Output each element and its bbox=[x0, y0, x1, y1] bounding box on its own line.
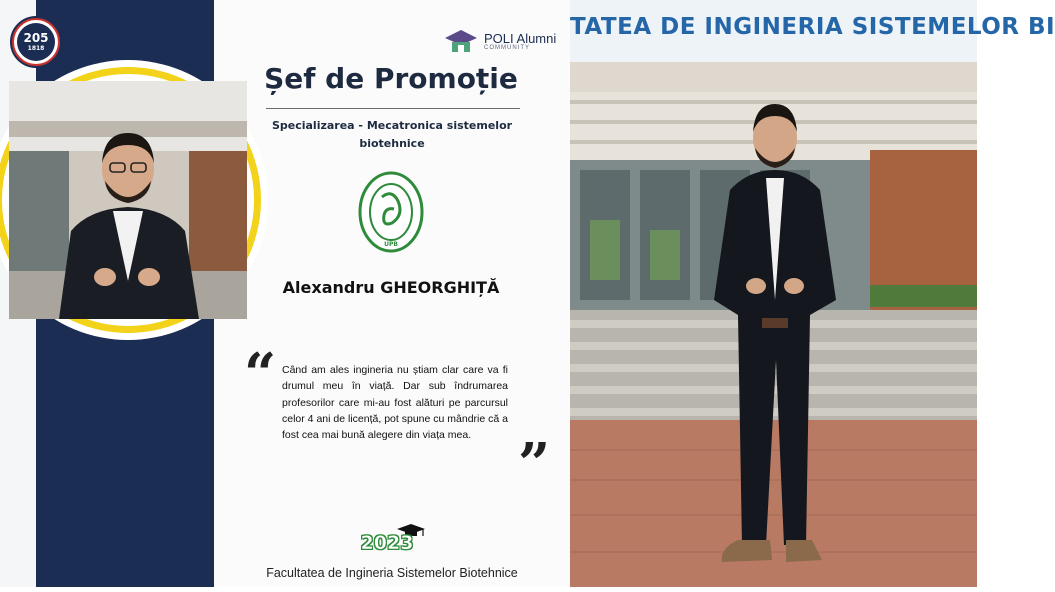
svg-text:UPB: UPB bbox=[384, 241, 398, 248]
poli-alumni-logo bbox=[444, 28, 556, 54]
faculty-name: Facultatea de Ingineria Sistemelor Biotehnice bbox=[266, 566, 518, 580]
graduation-year: 2023 bbox=[360, 532, 414, 554]
title-divider bbox=[266, 108, 520, 109]
graduation-year-badge bbox=[357, 522, 427, 556]
open-quote-icon: “ bbox=[244, 341, 277, 407]
alumni-title: POLI Alumni bbox=[484, 30, 557, 46]
graduate-name: Alexandru GHEORGHIȚĂ bbox=[282, 278, 500, 297]
close-quote-icon: ” bbox=[518, 431, 551, 497]
graduation-house-icon bbox=[444, 28, 478, 54]
university-seal: 205 1818 bbox=[10, 16, 62, 68]
alumni-subtitle: COMMUNITY bbox=[484, 44, 530, 51]
specialization-text: Specializarea - Mecatronica sistemelor biotehnice bbox=[271, 119, 513, 150]
building-sign: TATEA DE INGINERIA SISTEMELOR BI bbox=[570, 14, 1055, 40]
portrait-frame bbox=[0, 60, 268, 340]
graduate-portrait bbox=[9, 81, 247, 319]
faculty-logo bbox=[358, 171, 424, 253]
graduate-full-photo bbox=[570, 0, 1055, 587]
graduate-quote: Când am ales ingineria nu știam clar care va fi drumul meu în viață. Dar sub îndrumarea profesorilor care mi-au fost alături pe parcursul celor 4 ani de licență, pot spune cu mândrie că a fost cea mai bună alegere din viața mea. bbox=[282, 364, 508, 442]
card-title: Șef de Promoție bbox=[264, 62, 518, 95]
